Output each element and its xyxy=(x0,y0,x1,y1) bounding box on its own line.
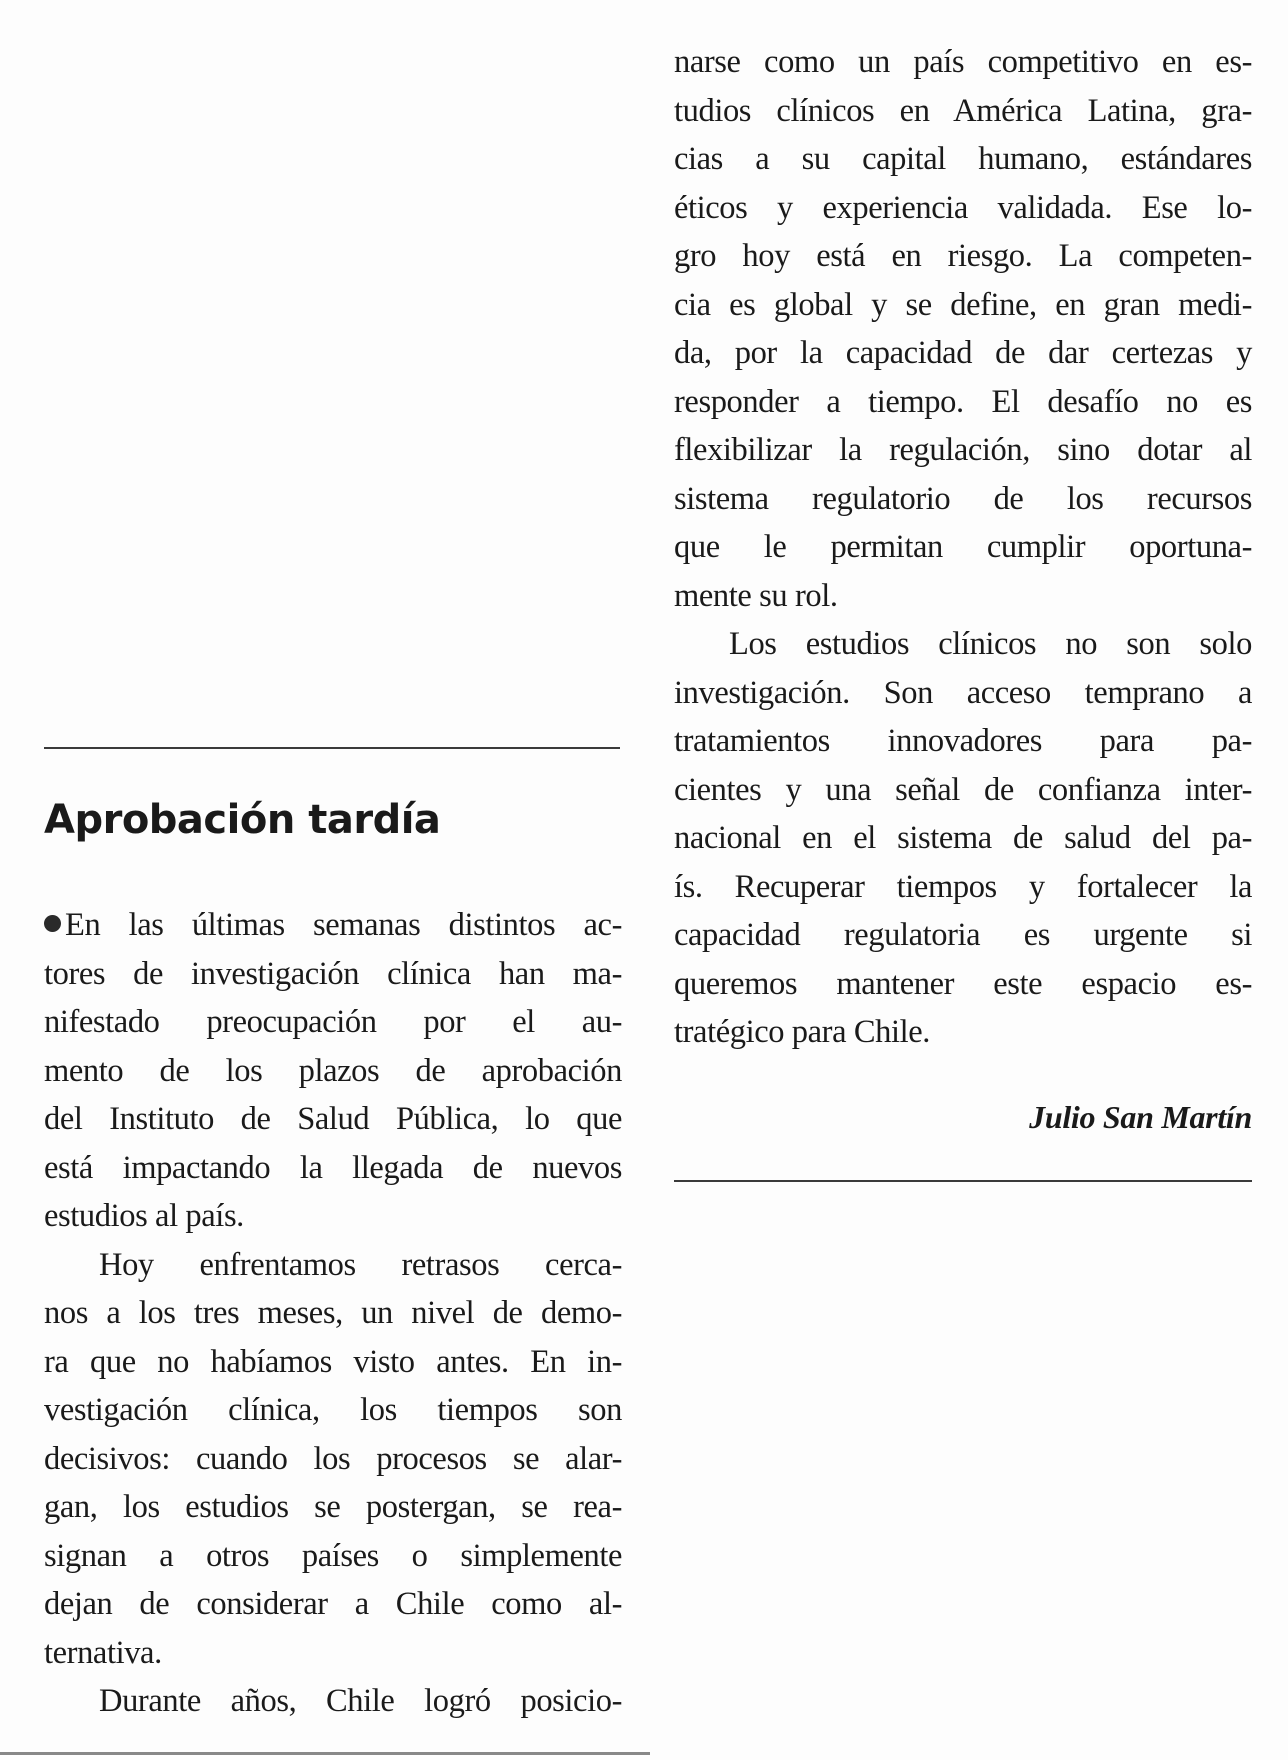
text-line xyxy=(44,1629,622,1678)
text-line xyxy=(674,523,1252,572)
text-line-content: da, por la capacidad de dar certezas y xyxy=(674,335,1252,371)
text-line-content: En las últimas semanas distintos ac- xyxy=(65,907,622,943)
text-line xyxy=(674,620,1252,669)
text-line xyxy=(674,87,1252,136)
text-line xyxy=(674,863,1252,912)
text-line xyxy=(44,1532,622,1581)
text-line xyxy=(674,572,1252,621)
text-line xyxy=(44,1338,622,1387)
text-line-content: gan, los estudios se postergan, se rea- xyxy=(44,1489,622,1525)
text-line-content: nacional en el sistema de salud del pa- xyxy=(674,820,1252,856)
text-line xyxy=(44,1483,622,1532)
text-line xyxy=(674,281,1252,330)
text-line-content: mento de los plazos de aprobación xyxy=(44,1052,622,1089)
text-line xyxy=(674,475,1252,524)
text-line-content: nos a los tres meses, un nivel de demo- xyxy=(44,1295,622,1331)
text-line-content: mente su rol. xyxy=(674,577,838,614)
text-line xyxy=(44,1386,622,1435)
text-line xyxy=(674,378,1252,427)
text-line-content: narse como un país competitivo en es- xyxy=(674,44,1252,80)
text-line xyxy=(674,717,1252,766)
text-line-content: del Instituto de Salud Pública, lo que xyxy=(44,1101,622,1137)
text-line xyxy=(44,901,622,950)
text-line xyxy=(44,1677,622,1726)
text-line-content: tudios clínicos en América Latina, gra- xyxy=(674,92,1252,129)
text-line-content: capacidad regulatoria es urgente si xyxy=(674,917,1252,953)
text-line xyxy=(44,1144,622,1193)
right-column-body xyxy=(674,38,1252,1057)
text-line-content: estudios al país. xyxy=(44,1198,244,1234)
text-line-content: nifestado preocupación por el au- xyxy=(44,1004,622,1040)
text-line xyxy=(674,232,1252,281)
text-line xyxy=(674,911,1252,960)
text-line xyxy=(674,766,1252,815)
text-line-content: flexibilizar la regulación, sino dotar al xyxy=(674,432,1252,468)
left-column-body xyxy=(44,901,622,1726)
text-line-content: cia es global y se define, en gran medi- xyxy=(674,286,1252,323)
text-line-content: dejan de considerar a Chile como al- xyxy=(44,1586,622,1622)
text-line xyxy=(44,998,622,1047)
text-line-content: cias a su capital humano, estándares xyxy=(674,141,1252,177)
section-divider-top-left xyxy=(44,747,620,749)
text-line-content: tores de investigación clínica han ma- xyxy=(44,955,622,992)
text-line-content: cientes y una señal de confianza inter- xyxy=(674,771,1252,808)
text-line-content: está impactando la llegada de nuevos xyxy=(44,1149,622,1186)
text-line-content: investigación. Son acceso temprano a xyxy=(674,674,1252,711)
text-line-content: vestigación clínica, los tiempos son xyxy=(44,1392,622,1428)
text-line xyxy=(44,1580,622,1629)
text-line xyxy=(674,135,1252,184)
text-line-content: Los estudios clínicos no son solo xyxy=(729,626,1252,662)
text-line-content: ís. Recuperar tiempos y fortalecer la xyxy=(674,868,1252,905)
text-line xyxy=(674,38,1252,87)
text-line xyxy=(674,184,1252,233)
text-line xyxy=(44,1047,622,1096)
text-line-content: ra que no habíamos visto antes. En in- xyxy=(44,1343,622,1380)
text-line-content: signan a otros países o simplemente xyxy=(44,1537,622,1574)
author-signature: Julio San Martín xyxy=(1029,1099,1252,1135)
text-line-content: tratégico para Chile. xyxy=(674,1014,930,1050)
text-line xyxy=(44,1095,622,1144)
text-line-content: ternativa. xyxy=(44,1634,162,1671)
text-line xyxy=(44,1435,622,1484)
page-bottom-edge xyxy=(0,1752,650,1755)
text-line-content: tratamientos innovadores para pa- xyxy=(674,723,1252,759)
text-line xyxy=(44,1289,622,1338)
text-line xyxy=(674,329,1252,378)
text-line xyxy=(674,1008,1252,1057)
text-line-content: Durante años, Chile logró posicio- xyxy=(99,1683,622,1719)
text-line xyxy=(44,1241,622,1290)
text-line-content: responder a tiempo. El desafío no es xyxy=(674,383,1252,420)
text-line xyxy=(674,960,1252,1009)
text-line-content: sistema regulatorio de los recursos xyxy=(674,480,1252,517)
text-line-content: queremos mantener este espacio es- xyxy=(674,965,1252,1002)
text-line xyxy=(674,814,1252,863)
bullet-icon xyxy=(44,915,61,932)
text-line-content: decisivos: cuando los procesos se alar- xyxy=(44,1440,622,1477)
text-line-content: gro hoy está en riesgo. La competen- xyxy=(674,238,1252,274)
text-line-content: Hoy enfrentamos retrasos cerca- xyxy=(99,1246,622,1283)
text-line xyxy=(674,426,1252,475)
text-line xyxy=(674,669,1252,718)
text-line xyxy=(44,1192,622,1241)
text-line xyxy=(44,950,622,999)
article-headline: Aprobación tardía xyxy=(44,797,441,843)
text-line-content: que le permitan cumplir oportuna- xyxy=(674,529,1252,565)
section-divider-bottom-right xyxy=(674,1180,1252,1182)
text-line-content: éticos y experiencia validada. Ese lo- xyxy=(674,189,1252,226)
